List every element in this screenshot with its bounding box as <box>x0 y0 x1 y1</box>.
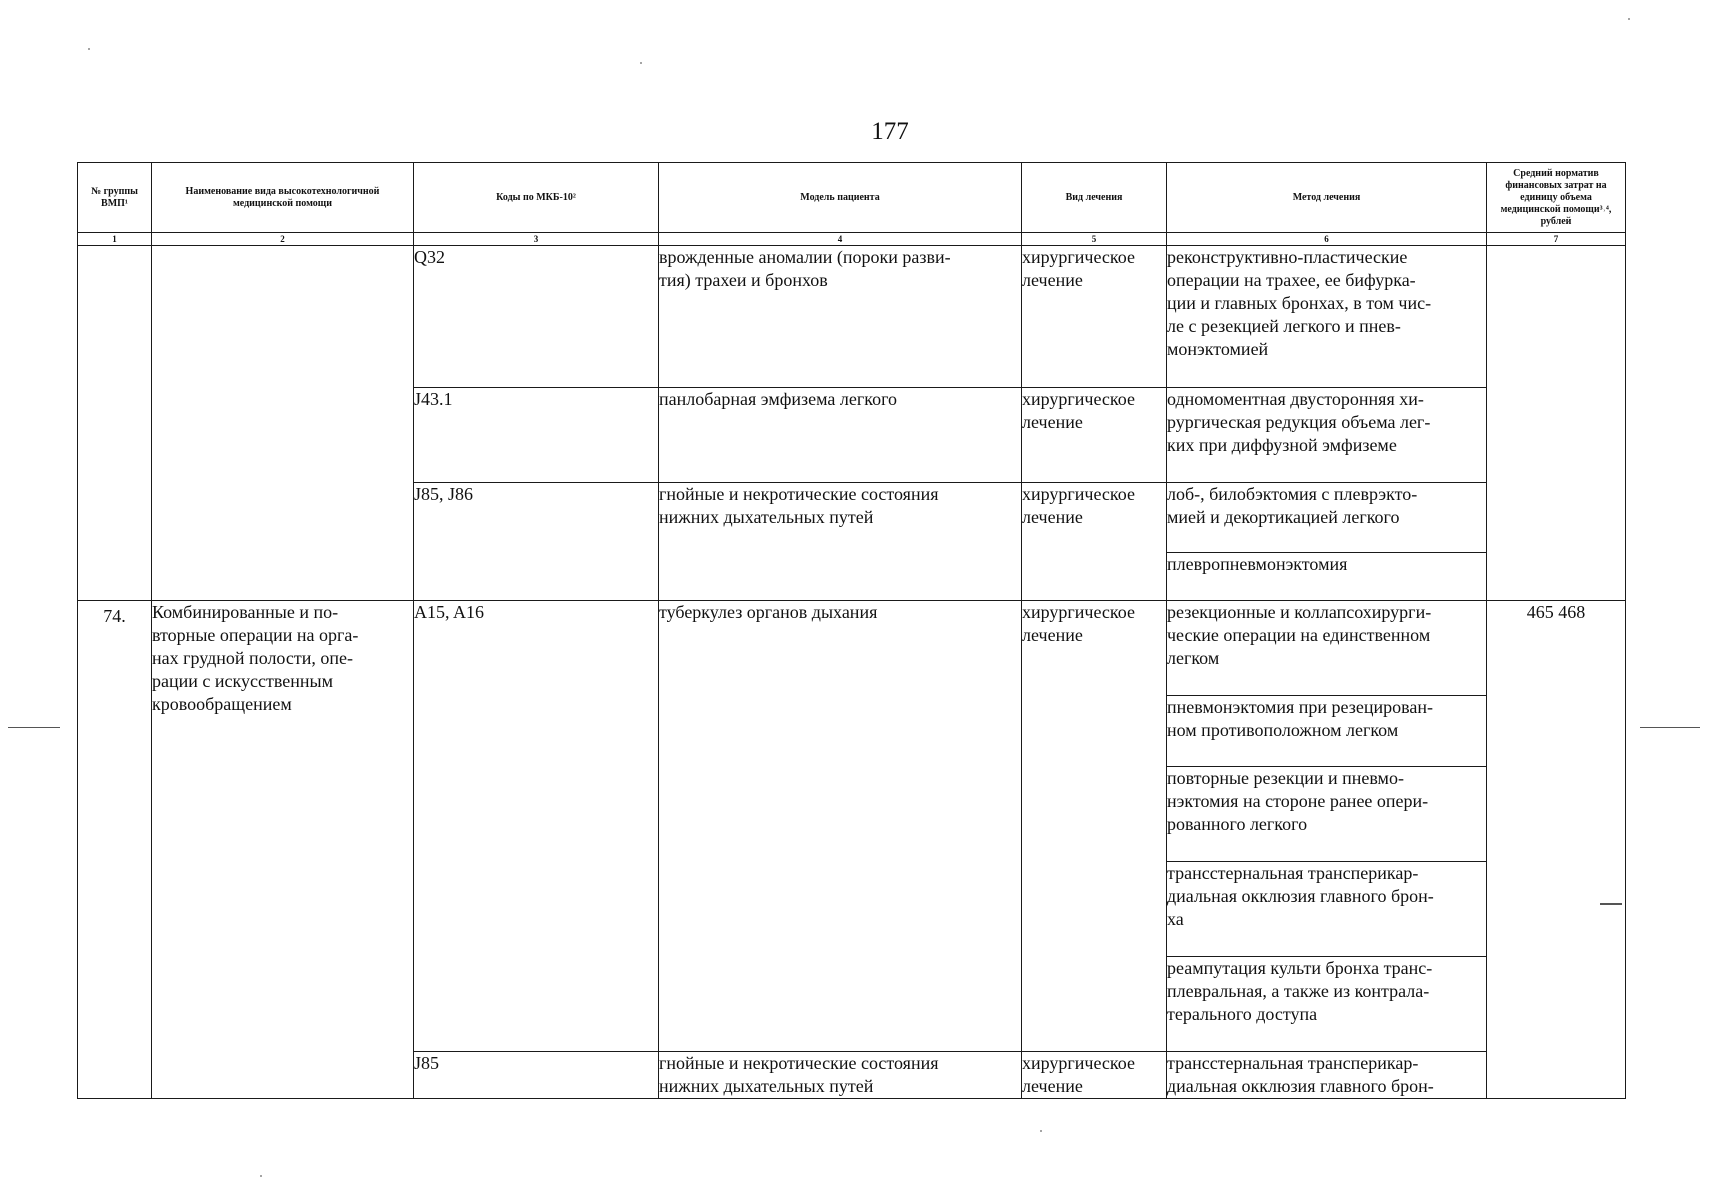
header-treatment-method: Метод лечения <box>1167 163 1487 233</box>
header-group-number: № группы ВМП¹ <box>78 163 152 233</box>
treatment-method-cell: одномоментная двусторонняя хи- рургическая редукция объема лег- ких при диффузной эмфиземе <box>1167 388 1487 483</box>
column-number: 7 <box>1487 233 1626 246</box>
header-care-type: Наименование вида высокотехнологичной медицинской помощи <box>152 163 414 233</box>
treatment-type-cell: хирургическое лечение <box>1022 1052 1167 1099</box>
cost-cell: 465 468 <box>1487 601 1626 1099</box>
column-number: 6 <box>1167 233 1487 246</box>
vmp-table <box>77 162 1626 1099</box>
care-type-cell-empty <box>152 246 414 601</box>
treatment-type-cell: хирургическое лечение <box>1022 601 1167 1052</box>
table-row-group-74 <box>78 601 1626 696</box>
care-type-cell: Комбинированные и по- вторные операции на орга- нах грудной полости, опе- рации с искусственным кровообращением <box>152 601 414 1099</box>
cost-cell-empty <box>1487 246 1626 601</box>
column-number: 1 <box>78 233 152 246</box>
column-number-row <box>78 233 1626 246</box>
patient-model-cell: врожденные аномалии (пороки разви- тия) трахеи и бронхов <box>659 246 1022 388</box>
treatment-method-cell: повторные резекции и пневмо- нэктомия на стороне ранее опери- рованного легкого <box>1167 767 1487 862</box>
scan-artifact <box>8 727 60 728</box>
header-icd-codes: Коды по МКБ-10² <box>414 163 659 233</box>
patient-model-cell: гнойные и некротические состояния нижних дыхательных путей <box>659 1052 1022 1099</box>
treatment-method-cell: резекционные и коллапсохирурги- ческие операции на единственном легком <box>1167 601 1487 696</box>
icd-code-cell: Q32 <box>414 246 659 388</box>
group-number-cell: 74. <box>78 601 152 1099</box>
group-number-cell-empty <box>78 246 152 601</box>
treatment-method-cell: реконструктивно-пластические операции на трахее, ее бифурка- ции и главных бронхах, в том чис- ле с резекцией легкого и пнев- монэктомией <box>1167 246 1487 388</box>
patient-model-cell: панлобарная эмфизема легкого <box>659 388 1022 483</box>
table-row <box>78 246 1626 388</box>
column-number: 3 <box>414 233 659 246</box>
treatment-method-cell: плевропневмонэктомия <box>1167 553 1487 601</box>
header-row <box>78 163 1626 233</box>
icd-code-cell: J43.1 <box>414 388 659 483</box>
scan-artifact <box>1600 903 1622 905</box>
column-number: 4 <box>659 233 1022 246</box>
icd-code-cell: A15, A16 <box>414 601 659 1052</box>
scan-speck <box>1040 1130 1042 1132</box>
scan-speck <box>260 1175 262 1177</box>
scan-speck <box>1628 18 1630 20</box>
icd-code-cell: J85, J86 <box>414 483 659 601</box>
column-number: 2 <box>152 233 414 246</box>
scan-speck <box>640 62 642 64</box>
treatment-method-cell: пневмонэктомия при резецирован- ном противоположном легком <box>1167 696 1487 767</box>
scan-speck <box>88 48 90 50</box>
patient-model-cell: гнойные и некротические состояния нижних дыхательных путей <box>659 483 1022 601</box>
header-average-cost: Средний норматив финансовых затрат на единицу объема медицинской помощи³˒⁴, рублей <box>1487 163 1626 233</box>
header-patient-model: Модель пациента <box>659 163 1022 233</box>
header-treatment-type: Вид лечения <box>1022 163 1167 233</box>
page-number: 177 <box>871 118 909 145</box>
icd-code-cell: J85 <box>414 1052 659 1099</box>
treatment-method-cell: трансстернальная трансперикар- диальная окклюзия главного брон- ха <box>1167 862 1487 957</box>
treatment-method-cell: лоб-, билобэктомия с плеврэкто- мией и декортикацией легкого <box>1167 483 1487 553</box>
patient-model-cell: туберкулез органов дыхания <box>659 601 1022 1052</box>
treatment-type-cell: хирургическое лечение <box>1022 246 1167 388</box>
column-number: 5 <box>1022 233 1167 246</box>
treatment-method-cell: трансстернальная трансперикар- диальная окклюзия главного брон- <box>1167 1052 1487 1099</box>
scan-artifact <box>1640 727 1700 728</box>
treatment-method-cell: реампутация культи бронха транс- плевральная, а также из контрала- терального доступа <box>1167 957 1487 1052</box>
treatment-type-cell: хирургическое лечение <box>1022 483 1167 601</box>
treatment-type-cell: хирургическое лечение <box>1022 388 1167 483</box>
